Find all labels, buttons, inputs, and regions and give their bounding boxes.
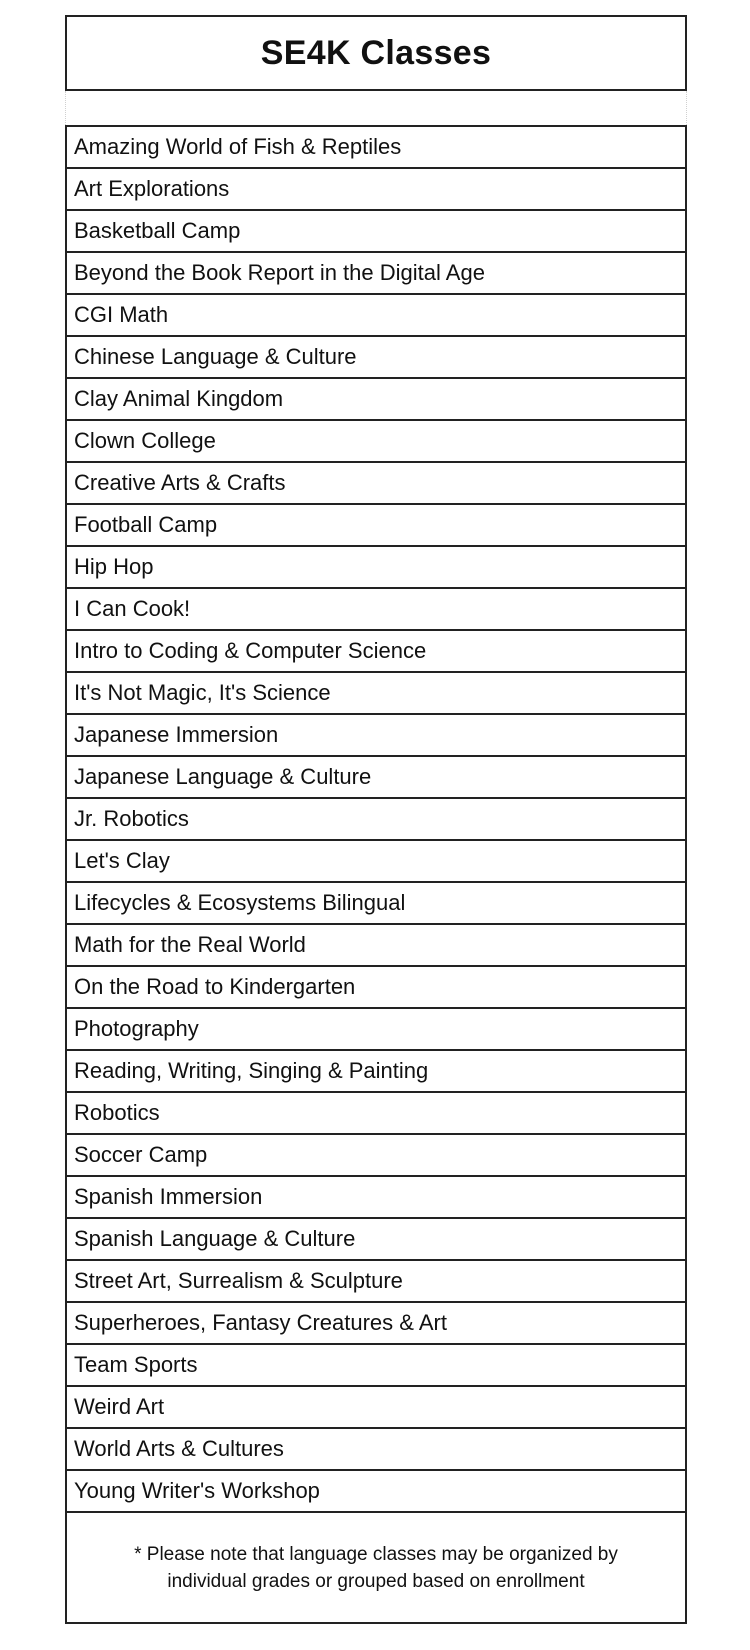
class-row: Amazing World of Fish & Reptiles: [67, 127, 685, 169]
class-table: [65, 125, 687, 1513]
class-row: Creative Arts & Crafts: [67, 463, 685, 505]
class-row: Team Sports: [67, 1345, 685, 1387]
class-row: Jr. Robotics: [67, 799, 685, 841]
note-line-1: * Please note that language classes may be organized by: [134, 1543, 618, 1565]
class-row: Street Art, Surrealism & Sculpture: [67, 1261, 685, 1303]
class-row: Robotics: [67, 1093, 685, 1135]
class-row: Football Camp: [67, 505, 685, 547]
enrollment-note: [65, 1513, 687, 1624]
class-row: Clay Animal Kingdom: [67, 379, 685, 421]
class-row: CGI Math: [67, 295, 685, 337]
class-row: Japanese Immersion: [67, 715, 685, 757]
class-row: Intro to Coding & Computer Science: [67, 631, 685, 673]
class-row: Young Writer's Workshop: [67, 1471, 685, 1513]
class-row: It's Not Magic, It's Science: [67, 673, 685, 715]
class-row: Basketball Camp: [67, 211, 685, 253]
title-box: [65, 15, 687, 91]
class-row: Japanese Language & Culture: [67, 757, 685, 799]
class-row: Clown College: [67, 421, 685, 463]
class-list-sheet: [65, 15, 687, 1624]
class-row: I Can Cook!: [67, 589, 685, 631]
class-row: Reading, Writing, Singing & Painting: [67, 1051, 685, 1093]
class-row: Hip Hop: [67, 547, 685, 589]
class-row: Lifecycles & Ecosystems Bilingual: [67, 883, 685, 925]
class-row: On the Road to Kindergarten: [67, 967, 685, 1009]
class-row: Chinese Language & Culture: [67, 337, 685, 379]
class-row: Spanish Immersion: [67, 1177, 685, 1219]
spacer-row: [65, 91, 687, 125]
class-row: Soccer Camp: [67, 1135, 685, 1177]
class-row: Weird Art: [67, 1387, 685, 1429]
note-line-2: individual grades or grouped based on enrollment: [167, 1570, 585, 1592]
class-row: Spanish Language & Culture: [67, 1219, 685, 1261]
class-row: Let's Clay: [67, 841, 685, 883]
class-row: Beyond the Book Report in the Digital Age: [67, 253, 685, 295]
class-row: Photography: [67, 1009, 685, 1051]
class-row: Art Explorations: [67, 169, 685, 211]
class-row: Superheroes, Fantasy Creatures & Art: [67, 1303, 685, 1345]
class-row: World Arts & Cultures: [67, 1429, 685, 1471]
class-row: Math for the Real World: [67, 925, 685, 967]
page-title: SE4K Classes: [260, 33, 492, 72]
